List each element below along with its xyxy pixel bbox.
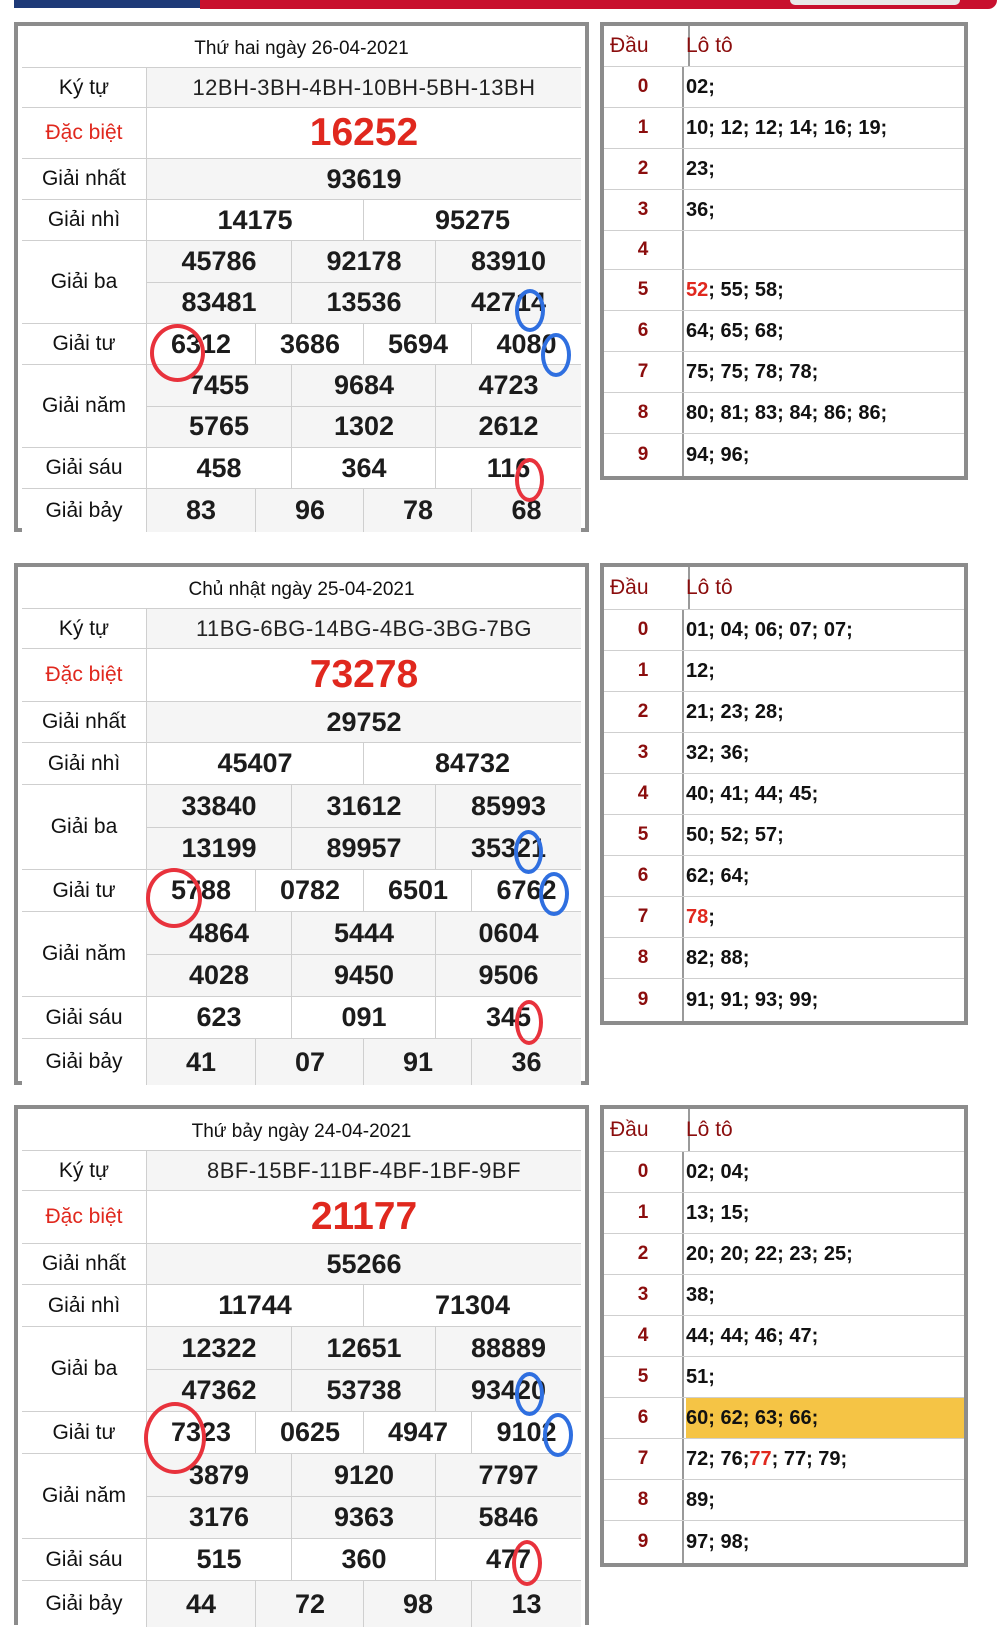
loto-row: [604, 1234, 964, 1275]
row-ky-tu: [22, 68, 581, 108]
loto-row: [604, 897, 964, 938]
loto-text: 23;: [686, 157, 715, 180]
loto-text-highlight: 77: [749, 1447, 772, 1470]
dac-biet-value: 16252: [309, 111, 419, 154]
row-giai-ba: [22, 785, 581, 870]
row-giai-ba: [22, 241, 581, 324]
giai-tu-value: 0782: [255, 870, 364, 911]
loto-values: [686, 67, 964, 107]
loto-values: [686, 434, 964, 476]
loto-text: 20; 20; 22; 23; 25;: [686, 1242, 853, 1265]
row-giai-nhi: [22, 1285, 581, 1327]
giai-ba-value: 83481: [181, 287, 257, 317]
row-giai-nam: [22, 1454, 581, 1539]
loto-row: [604, 1193, 964, 1234]
giai-tu-value: 4947: [363, 1412, 472, 1453]
label-giai-ba: Giải ba: [22, 241, 147, 323]
giai-nam-value: 5444: [291, 912, 436, 954]
giai-nhat-value: 55266: [326, 1248, 402, 1279]
loto-text: 94; 96;: [686, 443, 750, 466]
loto-values: [686, 651, 964, 691]
loto-values: [686, 1193, 964, 1233]
loto-row: [604, 352, 964, 393]
result-table-draw-0: [14, 22, 589, 532]
giai-nhat-value: 93619: [326, 163, 402, 194]
giai-ba-value: 42714: [435, 282, 581, 323]
giai-ba-value: 13199: [181, 832, 257, 863]
loto-text: ; 77; 79;: [771, 1447, 848, 1470]
site-header-strip: [0, 0, 997, 12]
result-table-draw-2: [14, 1105, 589, 1625]
row-giai-sau: [22, 1539, 581, 1581]
dau-digit: 9: [604, 434, 684, 476]
label-giai-bay: Giải bảy: [22, 489, 147, 532]
loto-header-label: Lô tô: [686, 1118, 733, 1141]
loto-row: [604, 979, 964, 1021]
loto-values: [686, 692, 964, 732]
giai-bay-value: 96: [255, 489, 364, 532]
loto-row: [604, 1316, 964, 1357]
ky-tu-value: 12BH-3BH-4BH-10BH-5BH-13BH: [192, 74, 536, 100]
loto-values: [686, 149, 964, 189]
loto-row: [604, 1275, 964, 1316]
label-dac-biet: Đặc biệt: [22, 649, 147, 701]
row-giai-nam: [22, 365, 581, 448]
dau-header: Đầu: [604, 567, 690, 609]
giai-bay-value: 36: [471, 1039, 581, 1085]
row-ky-tu: [22, 1151, 581, 1191]
giai-sau-value: 364: [291, 448, 436, 488]
loto-row: [604, 815, 964, 856]
dau-digit: 8: [604, 938, 684, 978]
loto-row: [604, 1439, 964, 1480]
label-giai-bay: Giải bảy: [22, 1039, 147, 1085]
label-giai-nhat: Giải nhất: [22, 1244, 147, 1284]
giai-nhi-value: 84732: [363, 743, 581, 784]
giai-nhat-value: 29752: [326, 706, 402, 737]
giai-ba-value: 45786: [181, 246, 257, 276]
giai-sau-value: 091: [291, 997, 436, 1038]
loto-row: [604, 434, 964, 476]
loto-text: 10; 12; 12; 14; 16; 19;: [686, 116, 888, 139]
row-giai-nhat: [22, 1244, 581, 1285]
loto-header-label: Lô tô: [686, 34, 733, 57]
giai-nhi-value: 95275: [363, 200, 581, 240]
loto-values: [686, 815, 964, 855]
loto-row: [604, 108, 964, 149]
loto-values: [686, 1480, 964, 1520]
giai-tu-value: 0625: [255, 1412, 364, 1453]
dau-digit: 0: [604, 67, 684, 107]
loto-table-draw-1: [600, 563, 968, 1025]
giai-nam-value: 1302: [291, 406, 436, 447]
label-giai-sau: Giải sáu: [22, 448, 147, 488]
loto-text: 75; 75; 78; 78;: [686, 360, 819, 383]
dau-digit: 0: [604, 1152, 684, 1192]
loto-text: 91; 91; 93; 99;: [686, 988, 819, 1011]
dau-header: Đầu: [604, 26, 690, 66]
giai-bay-value: 44: [185, 1588, 217, 1619]
loto-values: [686, 1152, 964, 1192]
header-search-box[interactable]: [790, 0, 960, 5]
row-dac-biet: [22, 108, 581, 159]
giai-nam-value: 3176: [188, 1501, 250, 1532]
giai-sau-value: 623: [196, 1002, 242, 1032]
loto-row: [604, 1398, 964, 1439]
loto-values: [686, 856, 964, 896]
loto-text: 51;: [686, 1365, 715, 1388]
giai-tu-value: 6501: [363, 870, 472, 911]
loto-text: ;: [708, 905, 715, 928]
loto-text: 21; 23; 28;: [686, 700, 784, 723]
loto-text: 02;: [686, 75, 715, 98]
loto-text: 12;: [686, 659, 715, 682]
label-giai-nhi: Giải nhì: [22, 200, 147, 240]
loto-values: [686, 1357, 964, 1397]
giai-bay-value: 78: [363, 489, 472, 532]
giai-tu-value: 6762: [471, 870, 581, 911]
dau-digit: 3: [604, 733, 684, 773]
row-giai-nhi: [22, 200, 581, 241]
giai-nhi-value: 45407: [217, 748, 293, 778]
label-giai-bay: Giải bảy: [22, 1581, 147, 1627]
label-giai-sau: Giải sáu: [22, 997, 147, 1038]
loto-values: [686, 311, 964, 351]
row-giai-ba: [22, 1327, 581, 1412]
loto-values: [686, 979, 964, 1021]
dau-digit: 6: [604, 856, 684, 896]
row-giai-nhat: [22, 159, 581, 200]
loto-values: [686, 1234, 964, 1274]
dau-digit: 3: [604, 190, 684, 230]
giai-ba-value: 83910: [435, 241, 581, 282]
ky-tu-value: 8BF-15BF-11BF-4BF-1BF-9BF: [206, 1157, 522, 1183]
loto-row: [604, 692, 964, 733]
giai-nam-value: 7455: [188, 370, 250, 400]
label-ky-tu: Ký tự: [22, 1151, 147, 1190]
row-giai-nam: [22, 912, 581, 997]
loto-text: 89;: [686, 1488, 715, 1511]
dac-biet-value: 21177: [310, 1195, 418, 1238]
loto-row: [604, 1152, 964, 1193]
giai-sau-value: 515: [196, 1544, 242, 1574]
giai-tu-value: 5694: [363, 324, 472, 364]
label-giai-nhi: Giải nhì: [22, 743, 147, 784]
dau-digit: 4: [604, 231, 684, 269]
loto-values: [686, 1439, 964, 1479]
loto-text: 80; 81; 83; 84; 86; 86;: [686, 401, 888, 424]
row-giai-tu: [22, 870, 581, 912]
dau-digit: 5: [604, 815, 684, 855]
loto-values: [686, 897, 964, 937]
loto-text: 62; 64;: [686, 864, 750, 887]
label-giai-tu: Giải tư: [22, 1412, 147, 1453]
dau-digit: 5: [604, 1357, 684, 1397]
loto-values: [686, 1275, 964, 1315]
loto-text: 02; 04;: [686, 1160, 750, 1183]
giai-bay-value: 07: [255, 1039, 364, 1085]
giai-nam-value: 2612: [435, 406, 581, 447]
dau-digit: 6: [604, 311, 684, 351]
dau-digit: 4: [604, 774, 684, 814]
giai-nam-value: 4028: [188, 959, 250, 990]
dau-digit: 1: [604, 651, 684, 691]
dau-digit: 7: [604, 1439, 684, 1479]
loto-text: 13; 15;: [686, 1201, 750, 1224]
label-ky-tu: Ký tự: [22, 609, 147, 648]
loto-text-highlight: 78: [686, 905, 709, 928]
loto-row: [604, 67, 964, 108]
loto-text: 01; 04; 06; 07; 07;: [686, 618, 853, 641]
loto-row: [604, 270, 964, 311]
loto-values: [686, 393, 964, 433]
dau-digit: 4: [604, 1316, 684, 1356]
loto-row: [604, 1521, 964, 1563]
dac-biet-value: 73278: [309, 653, 419, 696]
giai-ba-value: 53738: [291, 1369, 436, 1411]
ky-tu-value: 11BG-6BG-14BG-4BG-3BG-7BG: [195, 615, 533, 641]
giai-ba-value: 35321: [435, 827, 581, 869]
loto-row: [604, 1480, 964, 1521]
giai-tu-value: 6312: [170, 328, 232, 359]
loto-row: [604, 733, 964, 774]
giai-nam-value: 9363: [291, 1496, 436, 1538]
loto-header: [604, 26, 964, 67]
loto-row: [604, 311, 964, 352]
loto-text: 82; 88;: [686, 946, 750, 969]
giai-nhi-value: 14175: [217, 204, 293, 235]
loto-values: [686, 190, 964, 230]
dau-digit: 2: [604, 692, 684, 732]
label-giai-nhi: Giải nhì: [22, 1285, 147, 1326]
giai-ba-value: 92178: [291, 241, 436, 282]
dau-digit: 5: [604, 270, 684, 310]
label-giai-nam: Giải năm: [22, 912, 147, 996]
dau-digit: 7: [604, 897, 684, 937]
giai-tu-value: 9102: [471, 1412, 581, 1453]
dau-digit: 9: [604, 979, 684, 1021]
loto-text-highlight: 52: [686, 278, 709, 301]
giai-ba-value: 47362: [181, 1374, 257, 1405]
giai-nam-value: 4723: [435, 365, 581, 406]
loto-text: 97; 98;: [686, 1530, 750, 1553]
dau-digit: 1: [604, 1193, 684, 1233]
dau-digit: 2: [604, 149, 684, 189]
loto-text: 72; 76;: [686, 1447, 750, 1470]
giai-bay-value: 41: [185, 1046, 217, 1077]
label-dac-biet: Đặc biệt: [22, 1191, 147, 1243]
dau-digit: 8: [604, 1480, 684, 1520]
loto-values: [686, 733, 964, 773]
dau-digit: 9: [604, 1521, 684, 1563]
row-giai-sau: [22, 997, 581, 1039]
loto-row: [604, 1357, 964, 1398]
loto-values: [686, 108, 964, 148]
loto-text: 40; 41; 44; 45;: [686, 782, 819, 805]
giai-nam-value: 5765: [188, 411, 250, 441]
loto-row: [604, 149, 964, 190]
dau-header: Đầu: [604, 1109, 690, 1151]
dau-digit: 7: [604, 352, 684, 392]
label-giai-sau: Giải sáu: [22, 1539, 147, 1580]
loto-row: [604, 938, 964, 979]
dau-digit: 1: [604, 108, 684, 148]
row-giai-nhat: [22, 702, 581, 743]
giai-ba-value: 12651: [291, 1327, 436, 1369]
loto-header: [604, 1109, 964, 1152]
giai-ba-value: 12322: [181, 1332, 257, 1363]
dau-digit: 3: [604, 1275, 684, 1315]
giai-tu-value: 7323: [170, 1417, 232, 1447]
label-giai-nhat: Giải nhất: [22, 159, 147, 199]
giai-nhi-value: 71304: [363, 1285, 581, 1326]
row-giai-bay: [22, 1039, 581, 1085]
row-giai-tu: [22, 1412, 581, 1454]
loto-values: [686, 1521, 964, 1563]
row-giai-sau: [22, 448, 581, 489]
label-giai-ba: Giải ba: [22, 1327, 147, 1411]
loto-values: [686, 774, 964, 814]
loto-header: [604, 567, 964, 610]
giai-nam-value: 3879: [188, 1459, 250, 1490]
giai-ba-value: 88889: [435, 1327, 581, 1369]
giai-sau-value: 360: [291, 1539, 436, 1580]
result-table-draw-1: [14, 563, 589, 1085]
giai-sau-value: 477: [435, 1539, 581, 1580]
label-dac-biet: Đặc biệt: [22, 108, 147, 158]
loto-row: [604, 856, 964, 897]
dau-digit: 2: [604, 1234, 684, 1274]
giai-bay-value: 91: [363, 1039, 472, 1085]
giai-sau-value: 345: [435, 997, 581, 1038]
giai-bay-value: 72: [255, 1581, 364, 1627]
giai-nam-value: 7797: [435, 1454, 581, 1496]
loto-text: ; 55; 58;: [708, 278, 784, 301]
loto-values: [686, 938, 964, 978]
draw-title: Chủ nhật ngày 25-04-2021: [22, 571, 581, 609]
giai-nam-value: 9684: [291, 365, 436, 406]
loto-values: [686, 1316, 964, 1356]
giai-bay-value: 13: [471, 1581, 581, 1627]
row-giai-bay: [22, 489, 581, 532]
giai-nam-value: 9506: [435, 954, 581, 996]
giai-nam-value: 9120: [291, 1454, 436, 1496]
label-giai-nam: Giải năm: [22, 365, 147, 447]
label-ky-tu: Ký tự: [22, 68, 147, 107]
loto-text: 44; 44; 46; 47;: [686, 1324, 819, 1347]
loto-row: [604, 774, 964, 815]
loto-text: 36;: [686, 198, 715, 221]
label-giai-ba: Giải ba: [22, 785, 147, 869]
giai-nam-value: 4864: [188, 917, 250, 948]
giai-nam-value: 9450: [291, 954, 436, 996]
loto-row: [604, 190, 964, 231]
loto-text: 64; 65; 68;: [686, 319, 784, 342]
dau-digit: 0: [604, 610, 684, 650]
loto-values: [686, 610, 964, 650]
label-giai-nam: Giải năm: [22, 1454, 147, 1538]
loto-values: [686, 352, 964, 392]
giai-ba-value: 85993: [435, 785, 581, 827]
giai-bay-value: 83: [185, 495, 217, 525]
dau-digit: 6: [604, 1398, 684, 1438]
loto-row: [604, 393, 964, 434]
row-dac-biet: [22, 649, 581, 702]
row-giai-tu: [22, 324, 581, 365]
draw-title: Thứ hai ngày 26-04-2021: [22, 30, 581, 68]
loto-header-label: Lô tô: [686, 576, 733, 599]
giai-ba-value: 33840: [181, 790, 257, 821]
giai-nam-value: 0604: [435, 912, 581, 954]
giai-ba-value: 89957: [291, 827, 436, 869]
label-giai-nhat: Giải nhất: [22, 702, 147, 742]
loto-text: 60; 62; 63; 66;: [686, 1406, 819, 1429]
giai-tu-value: 5788: [170, 875, 232, 905]
row-giai-nhi: [22, 743, 581, 785]
row-giai-bay: [22, 1581, 581, 1627]
loto-text: 38;: [686, 1283, 715, 1306]
giai-nhi-value: 11744: [218, 1290, 292, 1320]
row-ky-tu: [22, 609, 581, 649]
giai-tu-value: 3686: [255, 324, 364, 364]
loto-table-draw-0: [600, 22, 968, 480]
giai-nam-value: 5846: [435, 1496, 581, 1538]
loto-text: 50; 52; 57;: [686, 823, 784, 846]
giai-ba-value: 31612: [291, 785, 436, 827]
loto-values-highlighted: [686, 1398, 964, 1438]
label-giai-tu: Giải tư: [22, 324, 147, 364]
giai-bay-value: 98: [363, 1581, 472, 1627]
giai-sau-value: 458: [196, 452, 242, 483]
giai-bay-value: 68: [471, 489, 581, 532]
loto-row: [604, 651, 964, 692]
loto-row: [604, 231, 964, 270]
draw-title: Thứ bảy ngày 24-04-2021: [22, 1113, 581, 1151]
giai-ba-value: 13536: [291, 282, 436, 323]
giai-sau-value: 116: [435, 448, 581, 488]
row-dac-biet: [22, 1191, 581, 1244]
loto-text: 32; 36;: [686, 741, 750, 764]
loto-row: [604, 610, 964, 651]
label-giai-tu: Giải tư: [22, 870, 147, 911]
loto-values: [686, 231, 964, 269]
giai-tu-value: 4080: [471, 324, 581, 364]
dau-digit: 8: [604, 393, 684, 433]
loto-values: [686, 270, 964, 310]
giai-ba-value: 93420: [435, 1369, 581, 1411]
loto-table-draw-2: [600, 1105, 968, 1567]
